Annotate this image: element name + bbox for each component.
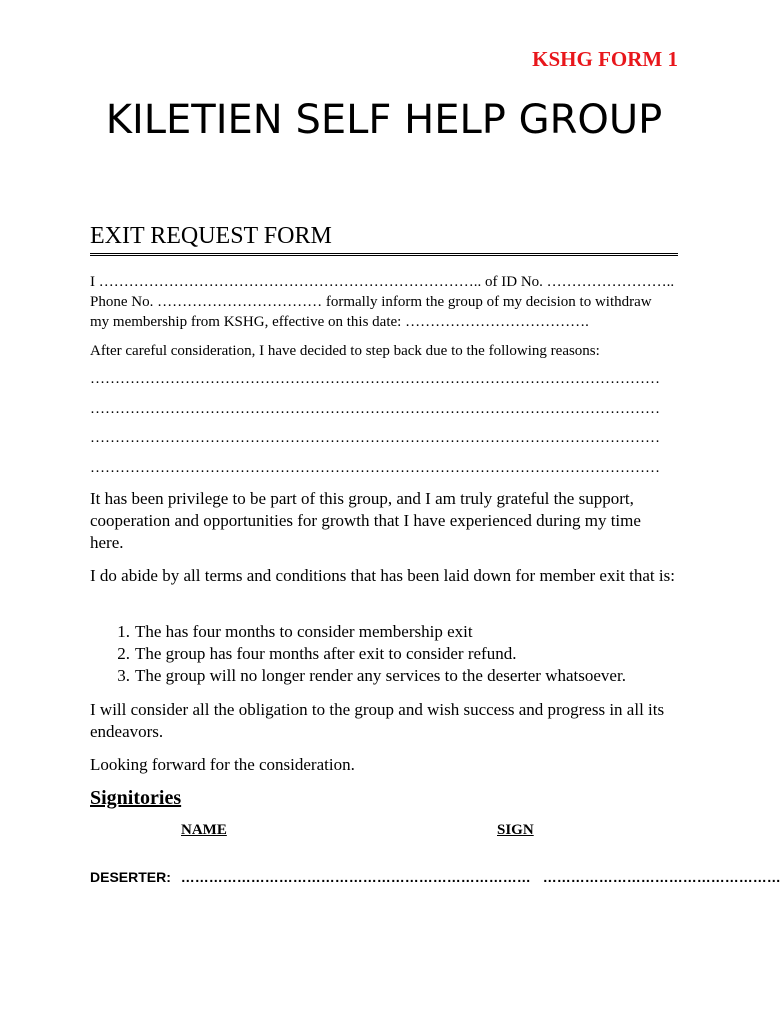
name-column-header: NAME <box>181 822 227 838</box>
term-text: The group has four months after exit to consider refund. <box>135 644 517 663</box>
deserter-label: DESERTER: <box>90 869 171 885</box>
term-number: 1. <box>117 622 130 641</box>
reason-line: …………………………………………………………………………………………………… <box>90 460 660 476</box>
intro-line-date: my membership from KSHG, effective on this date: ………………………………. <box>90 314 589 330</box>
obligation-paragraph: I will consider all the obligation to the group and wish success and progress in all its endeavors. <box>90 700 665 741</box>
deserter-row <box>90 869 781 885</box>
organization-title: KILETIEN SELF HELP GROUP <box>105 97 663 143</box>
deserter-sign-line: …………………………………………… <box>542 869 781 885</box>
gratitude-paragraph: It has been privilege to be part of this group, and I am truly grateful the support, cooperation and opportunities for growth that I have experienced during my time here. <box>90 489 641 552</box>
form-code: KSHG FORM 1 <box>532 47 678 71</box>
intro-line-name-id: I ………………………………………………………………….. of ID No. …………………….. <box>90 274 675 290</box>
term-number: 2. <box>117 644 130 663</box>
terms-intro: I do abide by all terms and conditions that has been laid down for member exit that is: <box>90 566 675 585</box>
intro-line-phone: Phone No. …………………………… formally inform the group of my decision to withdraw <box>90 294 652 310</box>
term-item <box>90 643 678 665</box>
form-title: EXIT REQUEST FORM <box>90 222 678 256</box>
reasons-intro: After careful consideration, I have decided to step back due to the following reasons: <box>90 343 600 359</box>
terms-list <box>90 621 678 687</box>
term-text: The group will no longer render any services to the deserter whatsoever. <box>135 666 626 685</box>
deserter-name-line: ………………………………………………………………… <box>180 869 531 885</box>
term-number: 3. <box>117 666 130 685</box>
term-text: The has four months to consider membership exit <box>135 622 473 641</box>
reason-line: …………………………………………………………………………………………………… <box>90 430 660 446</box>
sign-column-header: SIGN <box>497 822 534 838</box>
reason-line: …………………………………………………………………………………………………… <box>90 401 660 417</box>
term-item <box>90 621 678 643</box>
term-item <box>90 665 678 687</box>
reason-line: …………………………………………………………………………………………………… <box>90 371 660 387</box>
signatories-heading: Signitories <box>90 787 182 809</box>
closing-paragraph: Looking forward for the consideration. <box>90 755 355 774</box>
intro-block <box>90 272 678 332</box>
